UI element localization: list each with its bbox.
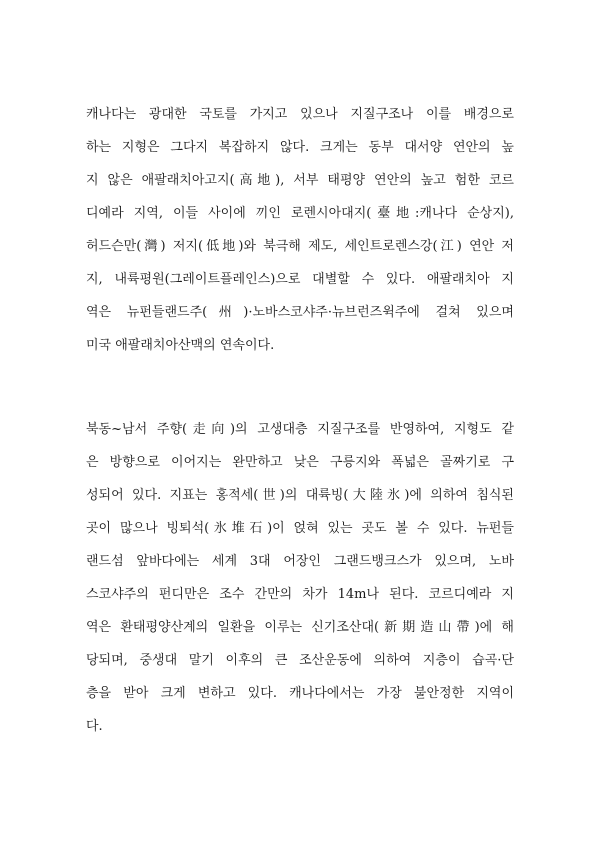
paragraph-1 [86,98,514,362]
text-line: 북동~남서 주향(走向)의 고생대층 지질구조를 반영하여, 지형도 같 [86,422,514,437]
text-line: 역은 뉴펀들랜드주(州)·노바스코샤주·뉴브런즈윅주에 걸쳐 있으며 [86,305,514,320]
text-line: 미국 애팔래치아산맥의 연속이다. [86,338,275,353]
text-line: 당되며, 중생대 말기 이후의 큰 조산운동에 의하여 지층이 습곡·단 [86,653,514,668]
text-line: 하는 지형은 그다지 복잡하지 않다. 크게는 동부 대서양 연안의 높 [86,140,514,155]
text-line: 층을 받아 크게 변하고 있다. 캐나다에서는 가장 불안정한 지역이 [86,686,514,701]
text-line: 은 방향으로 이어지는 완만하고 낮은 구릉지와 폭넓은 골짜기로 구 [86,455,514,470]
text-line: 디예라 지역, 이들 사이에 끼인 로렌시아대지(臺地:캐나다 순상지), [86,206,514,221]
text-line: 역은 환태평양산계의 일환을 이루는 신기조산대(新期造山帶)에 해 [86,620,514,635]
text-line: 지, 내륙평원(그레이트플레인스)으로 대별할 수 있다. 애팔래치아 지 [86,272,514,287]
text-line: 다. [86,719,103,734]
text-line: 스코샤주의 펀디만은 조수 간만의 차가 14m나 된다. 코르디예라 지 [86,587,514,602]
text-line: 랜드섬 앞바다에는 세계 3대 어장인 그랜드뱅크스가 있으며, 노바 [86,554,514,569]
paragraph-2 [86,413,514,743]
text-line: 허드슨만(灣) 저지(低地)와 북극해 제도, 세인트로렌스강(江) 연안 저 [86,239,514,254]
text-line: 성되어 있다. 지표는 홍적세(世)의 대륙빙(大陸氷)에 의하여 침식된 [86,488,514,503]
text-line: 캐나다는 광대한 국토를 가지고 있으나 지질구조나 이를 배경으로 [86,107,514,122]
text-line: 곳이 많으나 빙퇴석(氷堆石)이 얹혀 있는 곳도 볼 수 있다. 뉴펀들 [86,521,514,536]
text-line: 지 않은 애팔래치아고지(高地), 서부 태평양 연안의 높고 험한 코르 [86,173,514,188]
